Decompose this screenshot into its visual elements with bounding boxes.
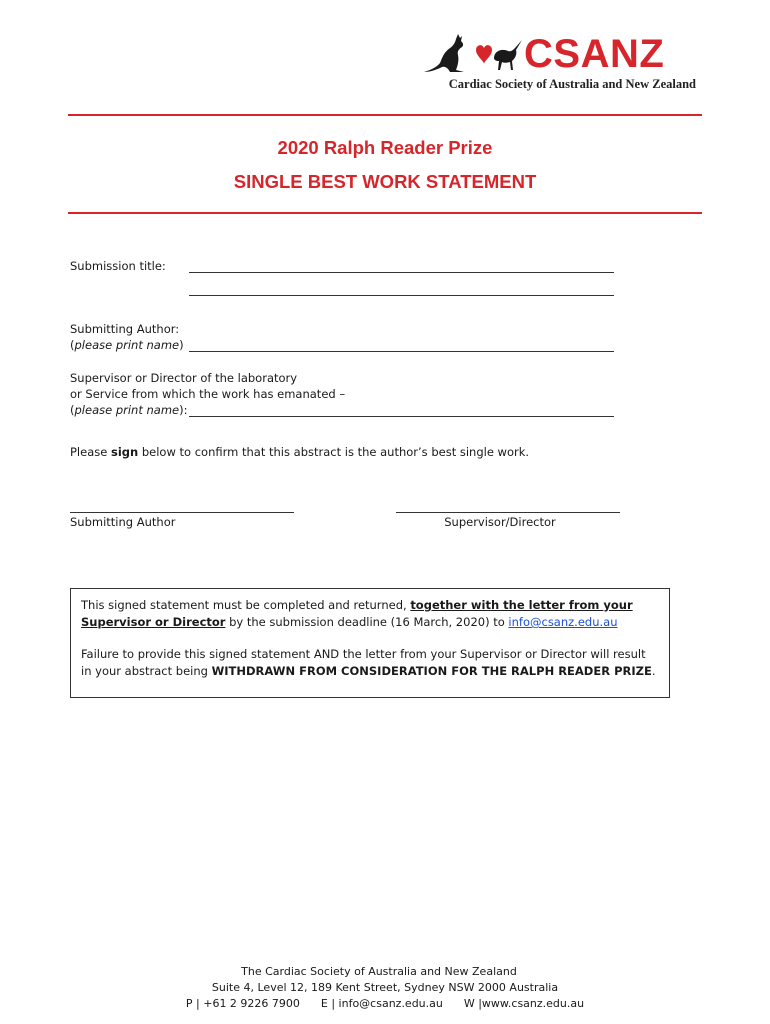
notice-paragraph-2 <box>81 646 659 680</box>
page-subtitle: SINGLE BEST WORK STATEMENT <box>233 171 537 192</box>
author-hint-text: please print name <box>74 338 180 352</box>
csanz-logo <box>420 30 700 92</box>
submitting-author-hint: (please print name) <box>70 338 184 352</box>
supervisor-hint: (please print name): <box>70 403 188 417</box>
sign-instruction <box>70 444 529 460</box>
submitting-author-label: Submitting Author: <box>70 322 180 336</box>
supervisor-label-2: or Service from which the work has emanated – <box>70 387 346 401</box>
footer-contact: P | +61 2 9226 7900 E | info@csanz.edu.au W |www.csanz.edu.au <box>185 997 585 1010</box>
notice-box <box>70 588 670 698</box>
notice-p2-bold: WITHDRAWN FROM CONSIDERATION FOR THE RALPH READER PRIZE <box>211 664 652 678</box>
author-signature-line[interactable] <box>70 511 294 513</box>
submission-title-line-1[interactable] <box>189 271 614 273</box>
page-title: 2020 Ralph Reader Prize <box>277 137 493 158</box>
notice-p2-text1: Failure to provide this signed statement AND the letter from your Supervisor or Director will result in your abstract being <box>81 647 646 678</box>
logo-wordmark: CSANZ <box>524 32 665 76</box>
email-link[interactable]: info@csanz.edu.au <box>508 615 618 629</box>
supervisor-label-1: Supervisor or Director of the laboratory <box>70 371 298 385</box>
submitting-author-line[interactable] <box>189 350 614 352</box>
author-signature-label: Submitting Author <box>70 515 176 529</box>
header-top-rule <box>68 114 702 116</box>
sign-bold: sign <box>110 445 139 459</box>
logo-tagline: Cardiac Society of Australia and New Zealand <box>448 77 696 91</box>
notice-p1-text1: This signed statement must be completed and returned, <box>81 598 411 612</box>
submission-title-label: Submission title: <box>70 259 166 273</box>
header-bottom-rule <box>68 212 702 214</box>
notice-paragraph-1 <box>81 597 659 631</box>
notice-p1-text2: by the submission deadline (16 March, 2020) to <box>225 615 509 629</box>
supervisor-hint-text: please print name <box>74 403 180 417</box>
notice-p2-end: . <box>651 664 656 678</box>
footer-address: Suite 4, Level 12, 189 Kent Street, Sydney NSW 2000 Australia <box>211 981 559 994</box>
sign-suffix: below to confirm that this abstract is the author’s best single work. <box>138 445 530 459</box>
notice-p1-emph1: together with the letter from your <box>410 598 633 612</box>
sign-prefix: Please <box>70 445 111 459</box>
submission-title-line-2[interactable] <box>189 294 614 296</box>
notice-p1-emph2: Supervisor or Director <box>81 615 226 629</box>
supervisor-signature-line[interactable] <box>396 511 620 513</box>
supervisor-line[interactable] <box>189 415 614 417</box>
kangaroo-heart-kiwi-icon <box>420 30 524 76</box>
supervisor-signature-label: Supervisor/Director <box>444 515 556 529</box>
footer-org-name: The Cardiac Society of Australia and New Zealand <box>241 965 517 978</box>
